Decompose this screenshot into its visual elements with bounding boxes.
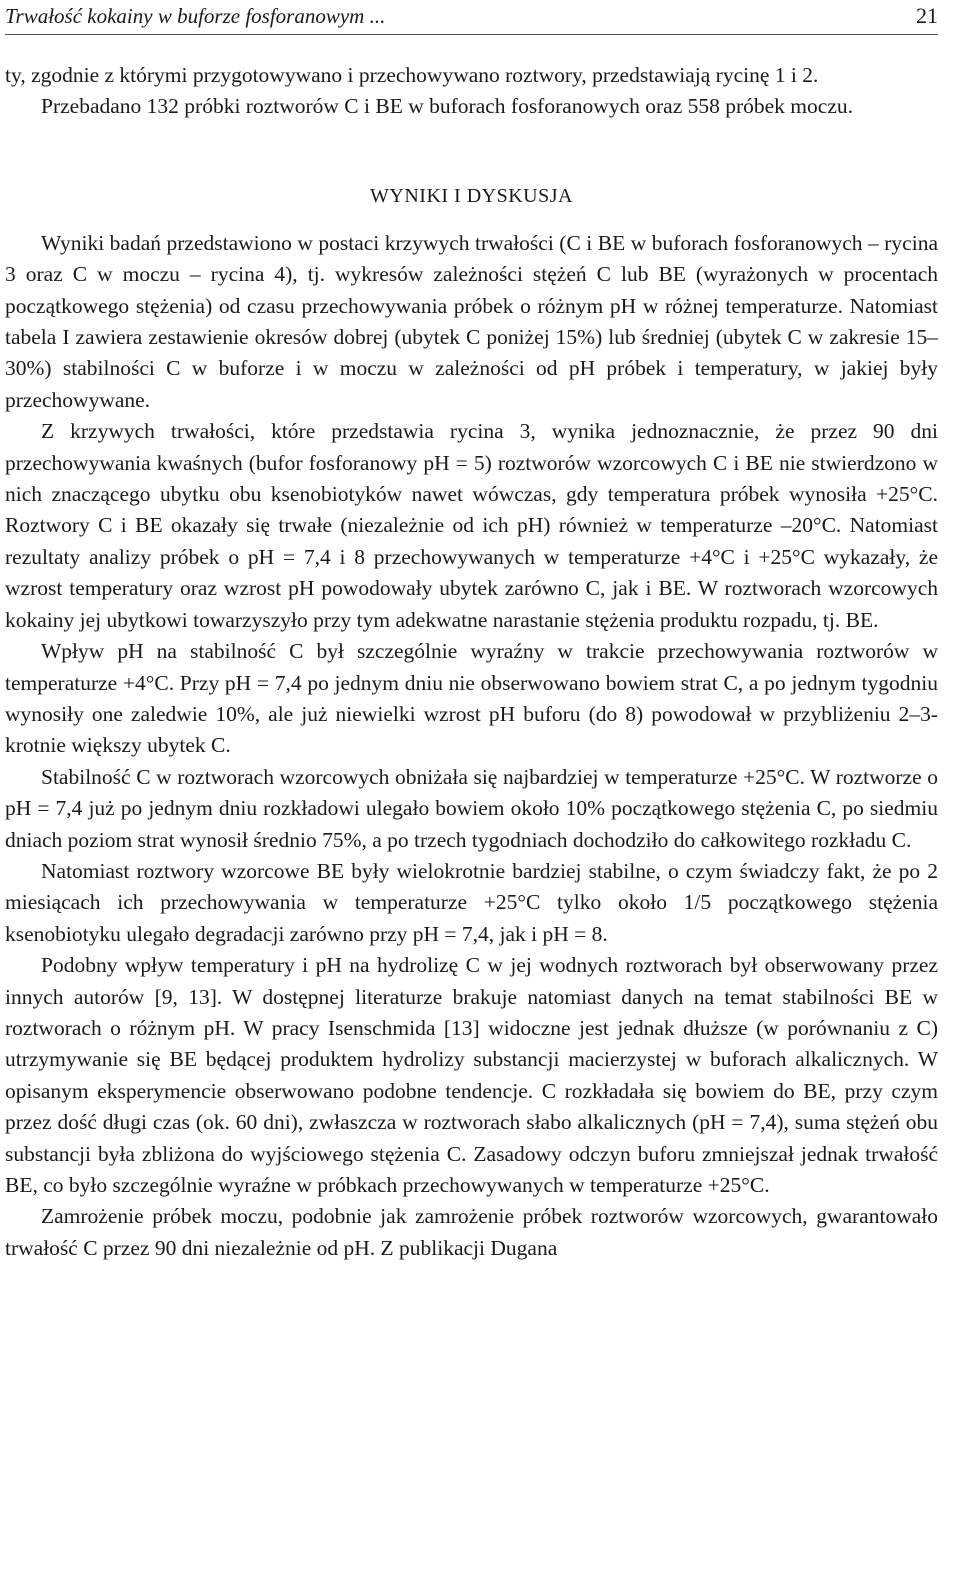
running-title: Trwałość kokainy w buforze fosforanowym ... [5,4,386,28]
body-text [5,60,938,1264]
paragraph: Wyniki badań przedstawiono w postaci krzywych trwałości (C i BE w buforach fosforanowych – rycina 3 oraz C w moczu – rycina 4), tj. wykresów zależności stężeń C lub BE (wyrażonych w procentach początkowego stężenia) od czasu przechowywania próbek o różnym pH w różnej temperaturze. Natomiast tabela I zawiera zestawienie okresów dobrej (ubytek C poniżej 15%) lub średniej (ubytek C w zakresie 15–30%) stabilności C w buforze i w moczu w zależności od pH próbek i temperatury, w jakiej były przechowywane. [5,230,938,412]
page-number: 21 [916,3,938,28]
paragraph: Podobny wpływ temperatury i pH na hydrolizę C w jej wodnych roztworach był obserwowany przez innych autorów [9, 13]. W dostępnej literaturze brakuje natomiast danych na temat stabilności BE w roztworach o różnym pH. W pracy Isenschmida [13] widoczne jest jednak dłuższe (w porównaniu z C) utrzymywanie się BE będącej produktem hydrolizy substancji macierzystej w buforach alkalicznych. W opisanym eksperymencie obserwowano podobne tendencje. C rozkładała się bowiem do BE, przy czym przez dość długi czas (ok. 60 dni), zwłaszcza w roztworach słabo alkalicznych (pH = 7,4), suma stężeń obu substancji była zbliżona do wyjściowego stężenia C. Zasadowy odczyn buforu zmniejszał jednak trwałość BE, co było szczególnie wyraźne w próbkach przechowywanych w temperaturze +25°C. [5,953,938,1197]
paragraph: Natomiast roztwory wzorcowe BE były wielokrotnie bardziej stabilne, o czym świadczy fakt, że po 2 miesiącach ich przechowywania w temperaturze +25°C tylko około 1/5 początkowego stężenia ksenobiotyku ulegało degradacji zarówno przy pH = 7,4, jak i pH = 8. [5,858,938,946]
running-header [5,0,938,35]
paragraph: Wpływ pH na stabilność C był szczególnie wyraźny w trakcie przechowywania roztworów w temperaturze +4°C. Przy pH = 7,4 po jednym dniu nie obserwowano bowiem strat C, a po jednym tygodniu wynosiły one zaledwie 10%, ale już niewielki wzrost pH buforu (do 8) powodował w przybliżeniu 2–3-krotnie większy ubytek C. [5,639,938,758]
paragraph: Zamrożenie próbek moczu, podobnie jak zamrożenie próbek roztworów wzorcowych, gwarantowało trwałość C przez 90 dni niezależnie od pH. Z publikacji Dugana [5,1204,938,1260]
section-heading: WYNIKI I DYSKUSJA [370,184,573,207]
paragraph: Stabilność C w roztworach wzorcowych obniżała się najbardziej w temperaturze +25°C. W roztworze o pH = 7,4 już po jednym dniu rozkładowi ulegało bowiem około 10% początkowego stężenia C, po siedmiu dniach poziom strat wynosił średnio 75%, a po trzech tygodniach dochodziło do całkowitego rozkładu C. [5,764,938,852]
paragraph: Z krzywych trwałości, które przedstawia rycina 3, wynika jednoznacznie, że przez 90 dni przechowywania kwaśnych (bufor fosforanowy pH = 5) roztworów wzorcowych C i BE nie stwierdzono w nich znaczącego ubytku obu ksenobiotyków nawet wówczas, gdy temperatura próbek wynosiła +25°C. Roztwory C i BE okazały się trwałe (niezależnie od ich pH) również w temperaturze –20°C. Natomiast rezultaty analizy próbek o pH = 7,4 i 8 przechowywanych w temperaturze +4°C i +25°C wykazały, że wzrost temperatury oraz wzrost pH powodowały ubytek zarówno C, jak i BE. W roztworach wzorcowych kokainy jej ubytkowi towarzyszyło przy tym adekwatne narastanie stężenia produktu rozpadu, tj. BE. [5,419,938,632]
paragraph: Przebadano 132 próbki roztworów C i BE w buforach fosforanowych oraz 558 próbek moczu. [41,94,853,119]
paragraph-continuation: ty, zgodnie z którymi przygotowywano i przechowywano roztwory, przedstawiają rycinę 1 i 2. [5,63,819,87]
